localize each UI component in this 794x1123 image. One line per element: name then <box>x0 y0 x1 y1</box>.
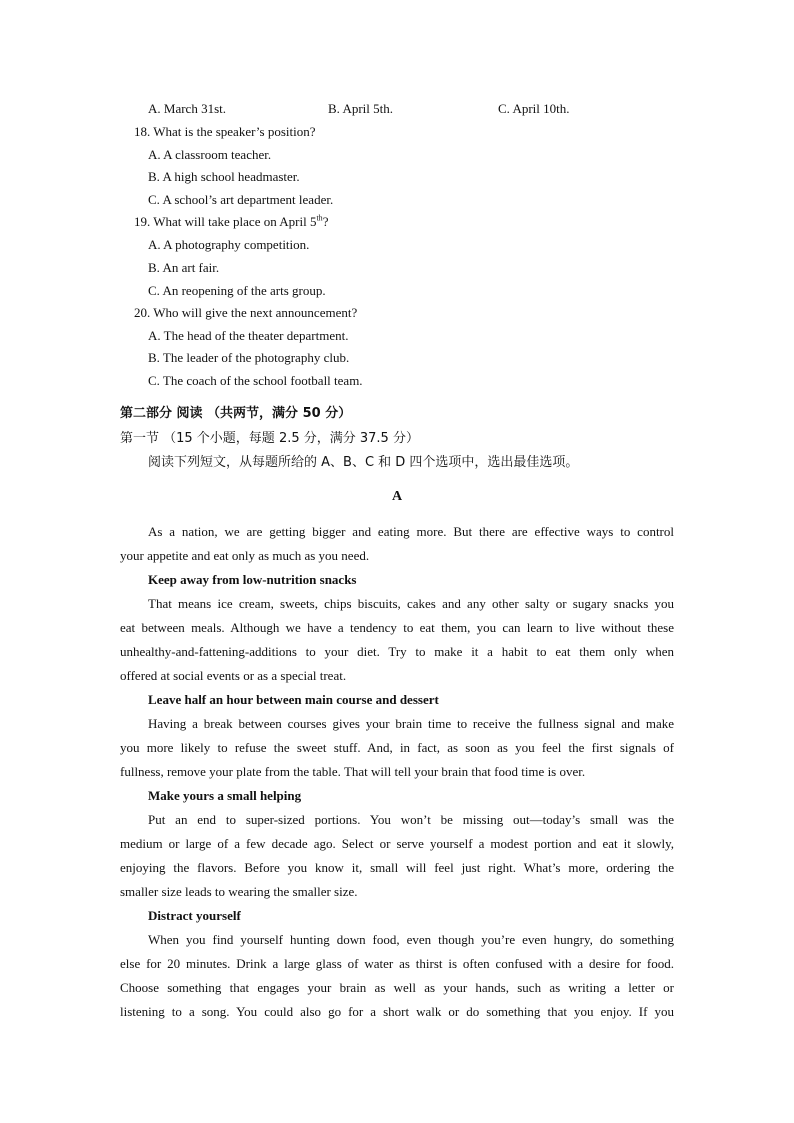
paragraph-line: smaller size leads to wearing the smaller size. <box>120 884 358 899</box>
q20-option-a: A. The head of the theater department. <box>148 328 349 343</box>
part2-title: 第二部分 阅读 （共两节，满分 50 分） <box>120 406 352 421</box>
q20-stem: 20. Who will give the next announcement? <box>134 305 358 320</box>
q17-option-c: C. April 10th. <box>498 101 570 116</box>
section-heading: Leave half an hour between main course and dessert <box>148 692 439 707</box>
intro-line: As a nation, we are getting bigger and eating more. But there are effective ways to control <box>148 524 674 539</box>
paragraph-line: That means ice cream, sweets, chips biscuits, cakes and any other salty or sugary snacks you <box>148 596 674 611</box>
paragraph-line: enjoying the flavors. Before you know it, small will feel just right. What’s more, ordering the <box>120 860 674 875</box>
intro-line: your appetite and eat only as much as you need. <box>120 548 370 563</box>
q18-option-a: A. A classroom teacher. <box>148 147 272 162</box>
paragraph-line: Put an end to super-sized portions. You won’t be missing out—today’s small was the <box>148 812 674 827</box>
q19-option-c: C. An reopening of the arts group. <box>148 283 326 298</box>
q18-option-c: C. A school’s art department leader. <box>148 192 334 207</box>
paragraph-line: medium or large of a few decade ago. Select or serve yourself a modest portion and eat it slowly, <box>120 836 674 851</box>
paragraph-line: fullness, remove your plate from the table. That will tell your brain that food time is over. <box>120 764 586 779</box>
q20-option-c: C. The coach of the school football team. <box>148 373 363 388</box>
section-heading: Distract yourself <box>148 908 241 923</box>
paragraph-line: you more likely to refuse the sweet stuff. And, in fact, as soon as you feel the first signals of <box>120 740 674 755</box>
q18-option-b: B. A high school headmaster. <box>148 169 300 184</box>
section-paragraph <box>120 712 674 784</box>
section1-title: 第一节 （15 个小题，每题 2.5 分，满分 37.5 分） <box>120 431 419 446</box>
reading-instruction: 阅读下列短文，从每题所给的 A、B、C 和 D 四个选项中，选出最佳选项。 <box>148 455 579 470</box>
paragraph-line: eat between meals. Although we have a tendency to eat them, you can learn to live without these <box>120 620 674 635</box>
section-paragraph <box>120 808 674 904</box>
section-heading: Make yours a small helping <box>148 788 302 803</box>
q19-stem <box>134 214 328 230</box>
paragraph-line: unhealthy-and-fattening-additions to your diet. Try to make it a habit to eat them only when <box>120 644 674 659</box>
q18-stem: 18. What is the speaker’s position? <box>134 124 316 139</box>
q17-option-a: A. March 31st. <box>148 101 226 116</box>
section-paragraph <box>120 592 674 688</box>
q19-option-a: A. A photography competition. <box>148 237 310 252</box>
q17-option-b: B. April 5th. <box>328 101 394 116</box>
paragraph-line: Having a break between courses gives your brain time to receive the fullness signal and make <box>148 716 674 731</box>
section-heading: Keep away from low-nutrition snacks <box>148 572 357 587</box>
passage-title: A <box>391 489 403 504</box>
paragraph-line: Choose something that engages your brain as well as your hands, such as writing a letter or <box>120 980 674 995</box>
section-paragraph <box>120 928 674 1024</box>
q19-option-b: B. An art fair. <box>148 260 220 275</box>
paragraph-line: else for 20 minutes. Drink a large glass of water as thirst is often confused with a desire for food. <box>120 956 674 971</box>
q19-stem-superscript: th <box>316 213 323 223</box>
paragraph-line: listening to a song. You could also go for a short walk or do something that you enjoy. If you <box>120 1004 674 1019</box>
q20-option-b: B. The leader of the photography club. <box>148 350 350 365</box>
paragraph-line: offered at social events or as a special treat. <box>120 668 347 683</box>
q19-stem-text: 19. What will take place on April 5 <box>134 214 317 229</box>
passage-intro <box>120 520 674 568</box>
q19-stem-end: ? <box>322 214 329 229</box>
paragraph-line: When you find yourself hunting down food, even though you’re even hungry, do something <box>148 932 674 947</box>
